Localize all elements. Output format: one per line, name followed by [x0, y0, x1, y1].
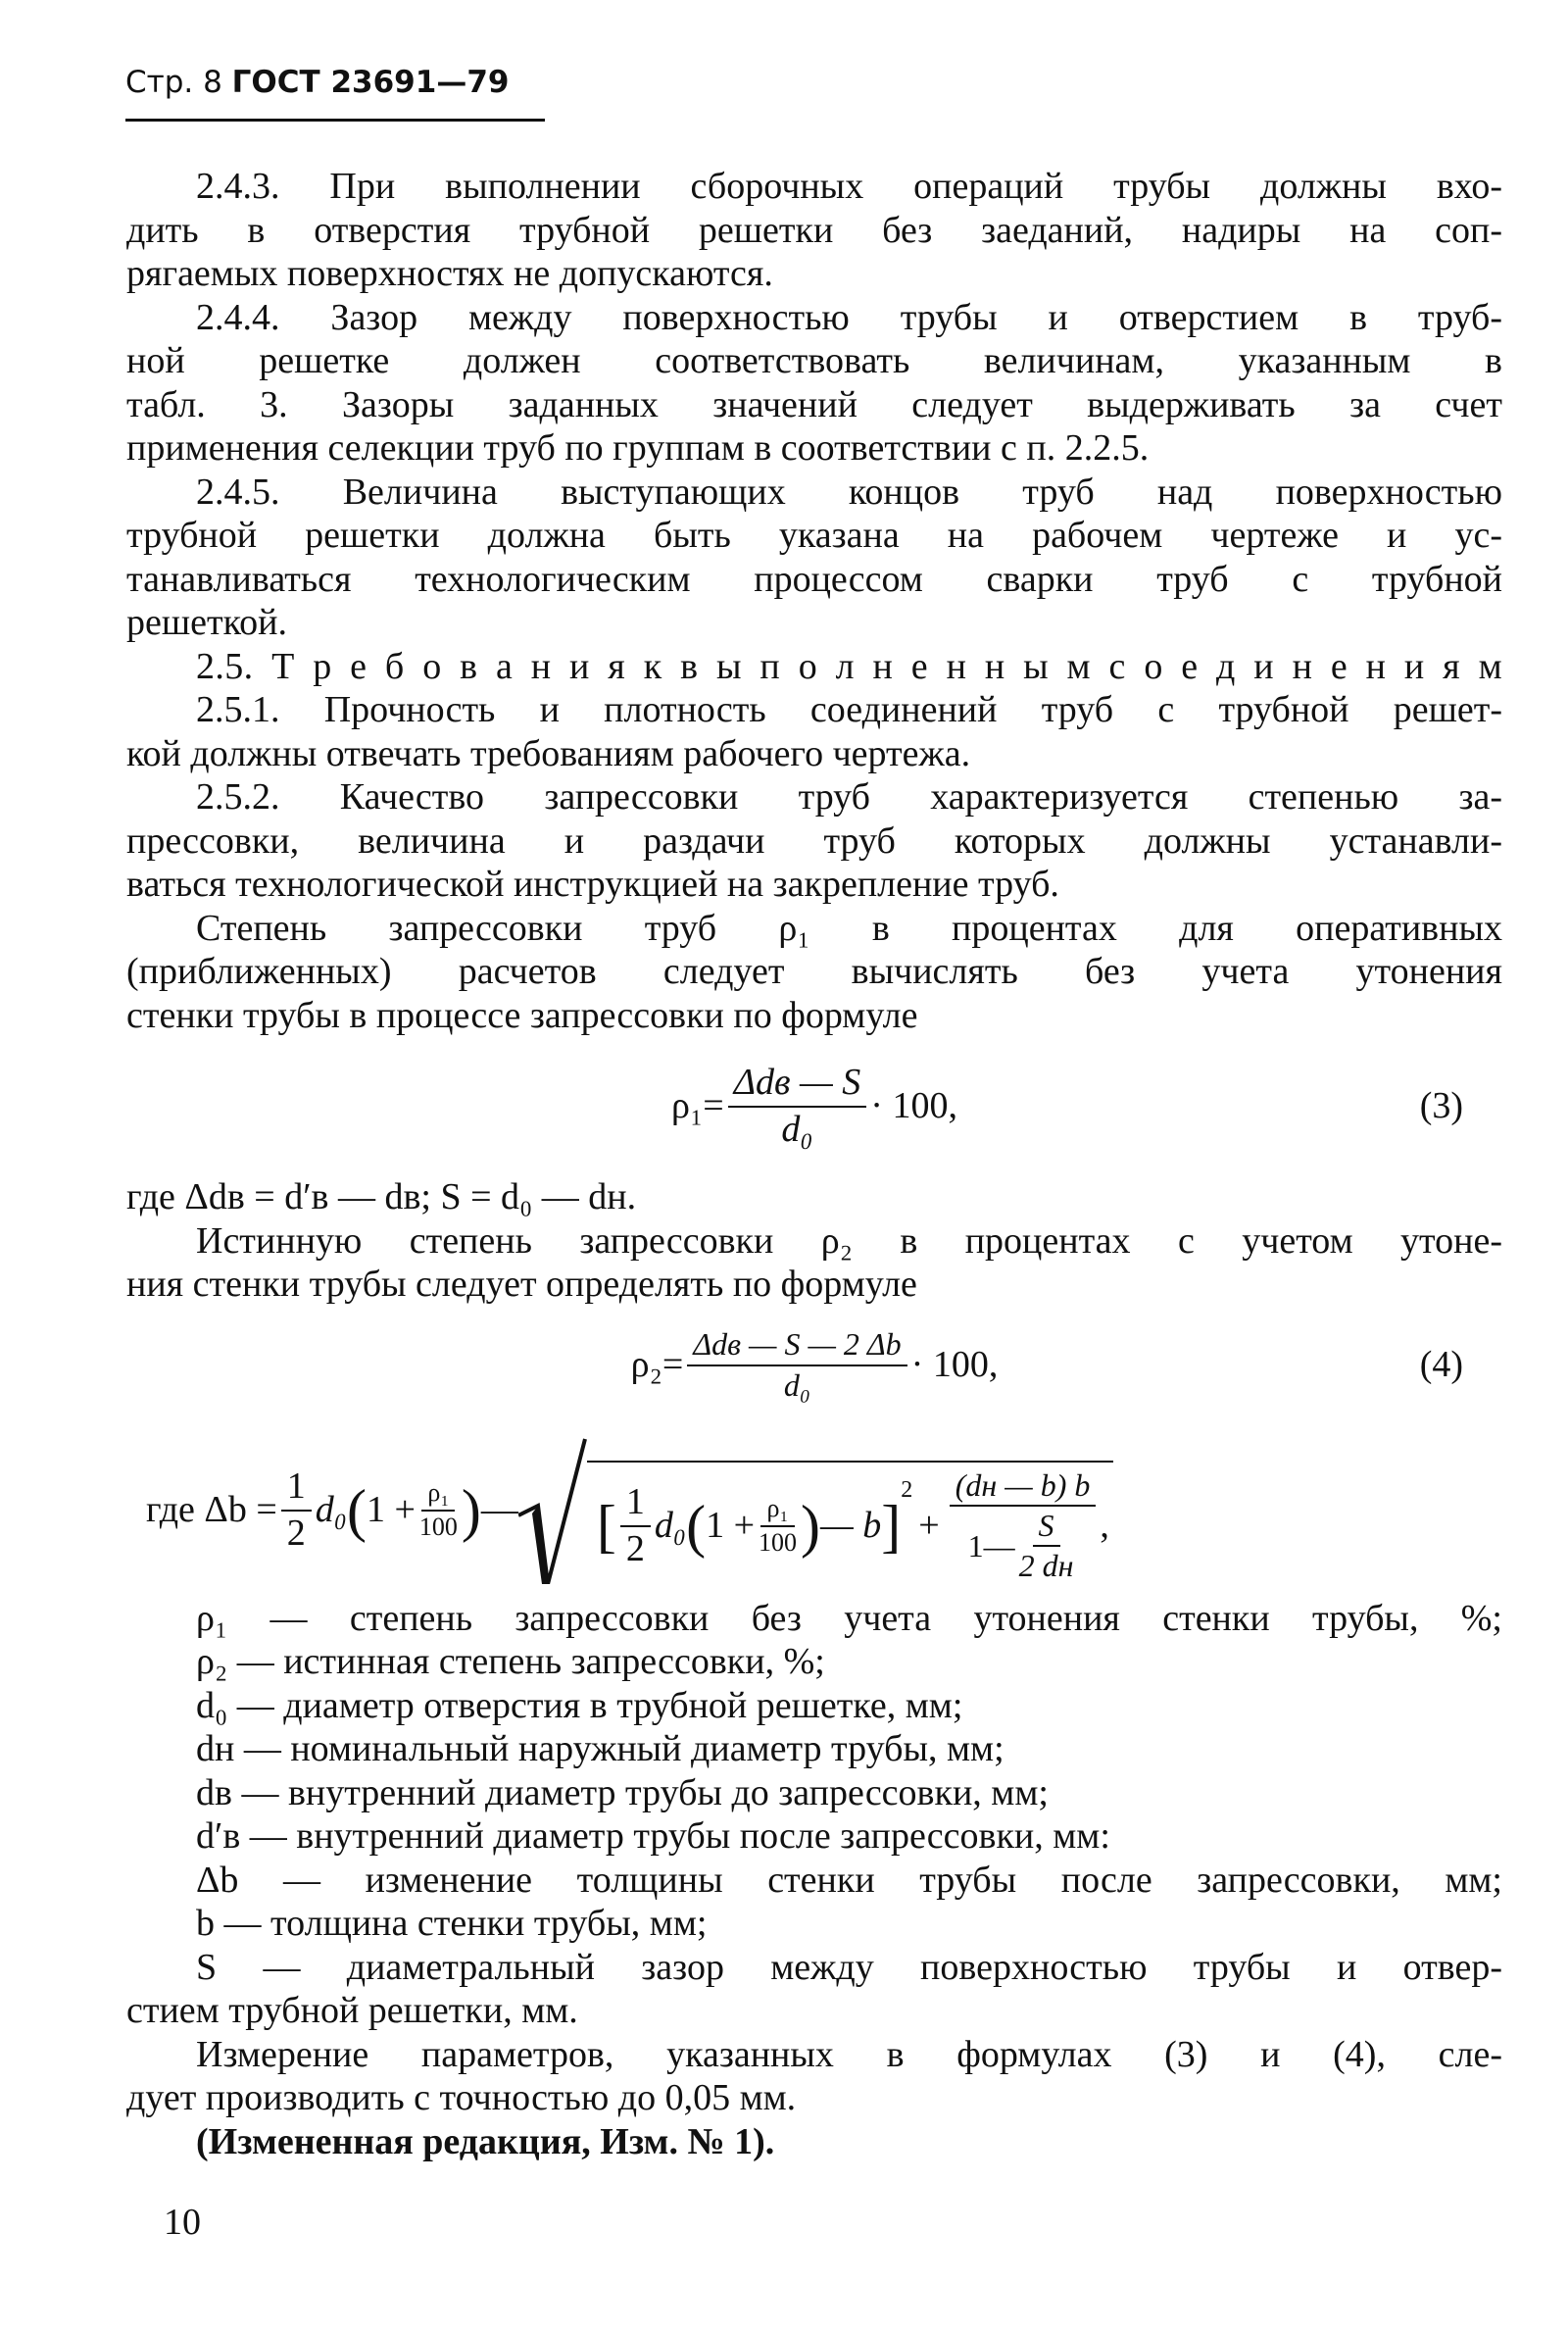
one-plus: 1 +: [706, 1505, 756, 1547]
text-line: кой должны отвечать требованиям рабочего чертежа.: [126, 732, 971, 774]
symbol-definitions: [126, 1597, 1502, 2164]
formula-tail: · 100,: [870, 1085, 957, 1127]
text-line: d₀ — диаметр отверстия в трубной решетке, мм;: [196, 1684, 963, 1726]
denominator: [968, 1507, 1078, 1583]
text-line: ной решетке должен соответствовать величинам, указанным в: [126, 340, 1502, 381]
text-line: S — диаметральный зазор между поверхностью трубы и отвер-: [196, 1946, 1502, 1988]
text-line: ваться технологической инструкцией на закрепление труб.: [126, 864, 1059, 905]
standard-number: ГОСТ 23691—79: [231, 65, 510, 100]
text-line: 2.5. Т р е б о в а н и я к в ы п о л н е н н ы м с о е д и н е н и я м: [196, 645, 1502, 687]
paragraph-true-degree: [126, 1219, 1502, 1307]
bracket-close: ]: [881, 1493, 902, 1559]
fraction: [687, 1327, 906, 1402]
numerator: S: [1033, 1509, 1060, 1547]
square-root: [518, 1437, 1113, 1584]
text-line: табл. 3. Зазоры заданных значений следует выдерживать за счет: [126, 383, 1502, 425]
formula-lhs: где Δb =: [146, 1489, 277, 1531]
text-line: рягаемых поверхностях не допускаются.: [126, 253, 773, 294]
fraction: [728, 1063, 867, 1151]
text-line: дует производить с точностью до 0,05 мм.: [126, 2077, 797, 2118]
text-line: dв — внутренний диаметр трубы до запрессовки, мм;: [196, 1771, 1049, 1813]
text-line: 2.5.1. Прочность и плотность соединений труб с трубной решет-: [196, 689, 1502, 730]
formula-4: [126, 1307, 1502, 1424]
numerator: Δdв — S: [728, 1063, 867, 1108]
radical-sign-icon: [518, 1437, 587, 1584]
numerator: 1: [620, 1482, 651, 1527]
text-line: b — толщина стенки трубы, мм;: [196, 1903, 708, 1944]
text-line: 2.4.4. Зазор между поверхностью трубы и отверстием в труб-: [196, 296, 1502, 338]
running-header: [125, 65, 509, 100]
text-line: 2.4.3. При выполнении сборочных операций трубы должны вхо-: [196, 166, 1502, 207]
document-body: [126, 165, 1502, 2163]
denominator: 100: [759, 1527, 798, 1557]
paragraphs-2-4-3-to-2-5-2: [126, 165, 1502, 1037]
formula-lhs: ρ₁=: [671, 1085, 724, 1127]
denominator: 2: [625, 1527, 645, 1569]
equation-number: (3): [1419, 1085, 1463, 1127]
text-line: Δb — изменение толщины стенки трубы после запрессовки, мм;: [196, 1859, 1502, 1901]
header-rule: [125, 119, 545, 122]
text-line: ρ₁ — степень запрессовки без учета утонения стенки трубы, %;: [196, 1597, 1502, 1639]
denominator: 2: [286, 1512, 306, 1554]
fraction-rho: [759, 1495, 797, 1557]
numerator: 1: [281, 1466, 312, 1512]
text-line: (Измененная редакция, Изм. № 1).: [196, 2120, 775, 2162]
denominator: d₀: [781, 1108, 813, 1150]
text-line: стенки трубы в процессе запрессовки по формуле: [126, 994, 918, 1036]
text-line: трубной решетки должна быть указана на рабочем чертеже и ус-: [126, 515, 1502, 556]
numerator: (dн — b) b: [950, 1468, 1097, 1507]
minus-b: — b: [820, 1505, 882, 1547]
fraction-s: [1019, 1509, 1074, 1583]
text-line: прессовки, величина и раздачи труб которых должны устанавли-: [126, 819, 1502, 862]
text-line: Истинную степень запрессовки ρ₂ в процентах с учетом утоне-: [196, 1219, 1502, 1262]
where-line: где Δdв = d′в — dв; S = d₀ — dн.: [126, 1176, 637, 1217]
paren-open: (: [686, 1493, 707, 1559]
fraction-rho: [419, 1479, 458, 1541]
page-label: Стр. 8: [125, 65, 222, 100]
text-line: 2.5.2. Качество запрессовки труб характеризуется степенью за-: [196, 776, 1502, 818]
formula-3: [126, 1037, 1502, 1175]
numerator: ρ₁: [760, 1495, 794, 1527]
one-minus: 1—: [967, 1527, 1015, 1563]
paren-close: ): [801, 1493, 820, 1559]
fraction-half: [620, 1482, 651, 1570]
one-plus: 1 +: [366, 1489, 416, 1531]
equation-number: (4): [1419, 1344, 1463, 1386]
bracket-open: [: [596, 1493, 616, 1559]
d0-symbol: d₀: [654, 1505, 687, 1547]
text-line: танавливаться технологическим процессом сварки труб с трубной: [126, 558, 1502, 600]
text-line: дить в отверстия трубной решетки без заеданий, надиры на соп-: [126, 209, 1502, 251]
text-line: стием трубной решетки, мм.: [126, 1990, 578, 2031]
text-line: (приближенных) расчетов следует вычислять без учета утонения: [126, 951, 1502, 992]
plus: +: [918, 1505, 940, 1547]
formula-lhs: ρ₂=: [630, 1344, 684, 1386]
paren-close: ): [461, 1477, 481, 1543]
d0-symbol: d₀: [315, 1489, 347, 1531]
comma: ,: [1100, 1505, 1109, 1547]
paren-open: (: [346, 1477, 367, 1543]
fraction-compound: [950, 1468, 1097, 1584]
denominator: 100: [418, 1512, 458, 1541]
formula-delta-b: [126, 1424, 1502, 1597]
text-line: d′в — внутренний диаметр трубы после запрессовки, мм:: [196, 1815, 1110, 1857]
text-line: dн — номинальный наружный диаметр трубы, мм;: [196, 1728, 1004, 1769]
exponent: 2: [901, 1476, 913, 1503]
denominator: d₀: [783, 1366, 811, 1403]
text-line: ния стенки трубы следует определять по формуле: [126, 1264, 917, 1305]
text-line: применения селекции труб по группам в соответствии с п. 2.2.5.: [126, 427, 1150, 469]
page-number: 10: [164, 2202, 201, 2243]
text-line: 2.4.5. Величина выступающих концов труб над поверхностью: [196, 471, 1502, 513]
text-line: Измерение параметров, указанных в формулах (3) и (4), сле-: [196, 2033, 1502, 2075]
numerator: Δdв — S — 2 Δb: [687, 1327, 906, 1365]
text-line: Степень запрессовки труб ρ₁ в процентах для оперативных: [196, 907, 1502, 949]
fraction-half: [281, 1466, 312, 1555]
denominator: 2 dн: [1018, 1548, 1074, 1584]
formula-tail: · 100,: [910, 1344, 999, 1386]
text-line: ρ₂ — истинная степень запрессовки, %;: [196, 1641, 825, 1682]
numerator: ρ₁: [421, 1479, 455, 1512]
text-line: решеткой.: [126, 602, 287, 643]
radicand: [587, 1461, 1113, 1584]
minus: —: [480, 1489, 518, 1531]
